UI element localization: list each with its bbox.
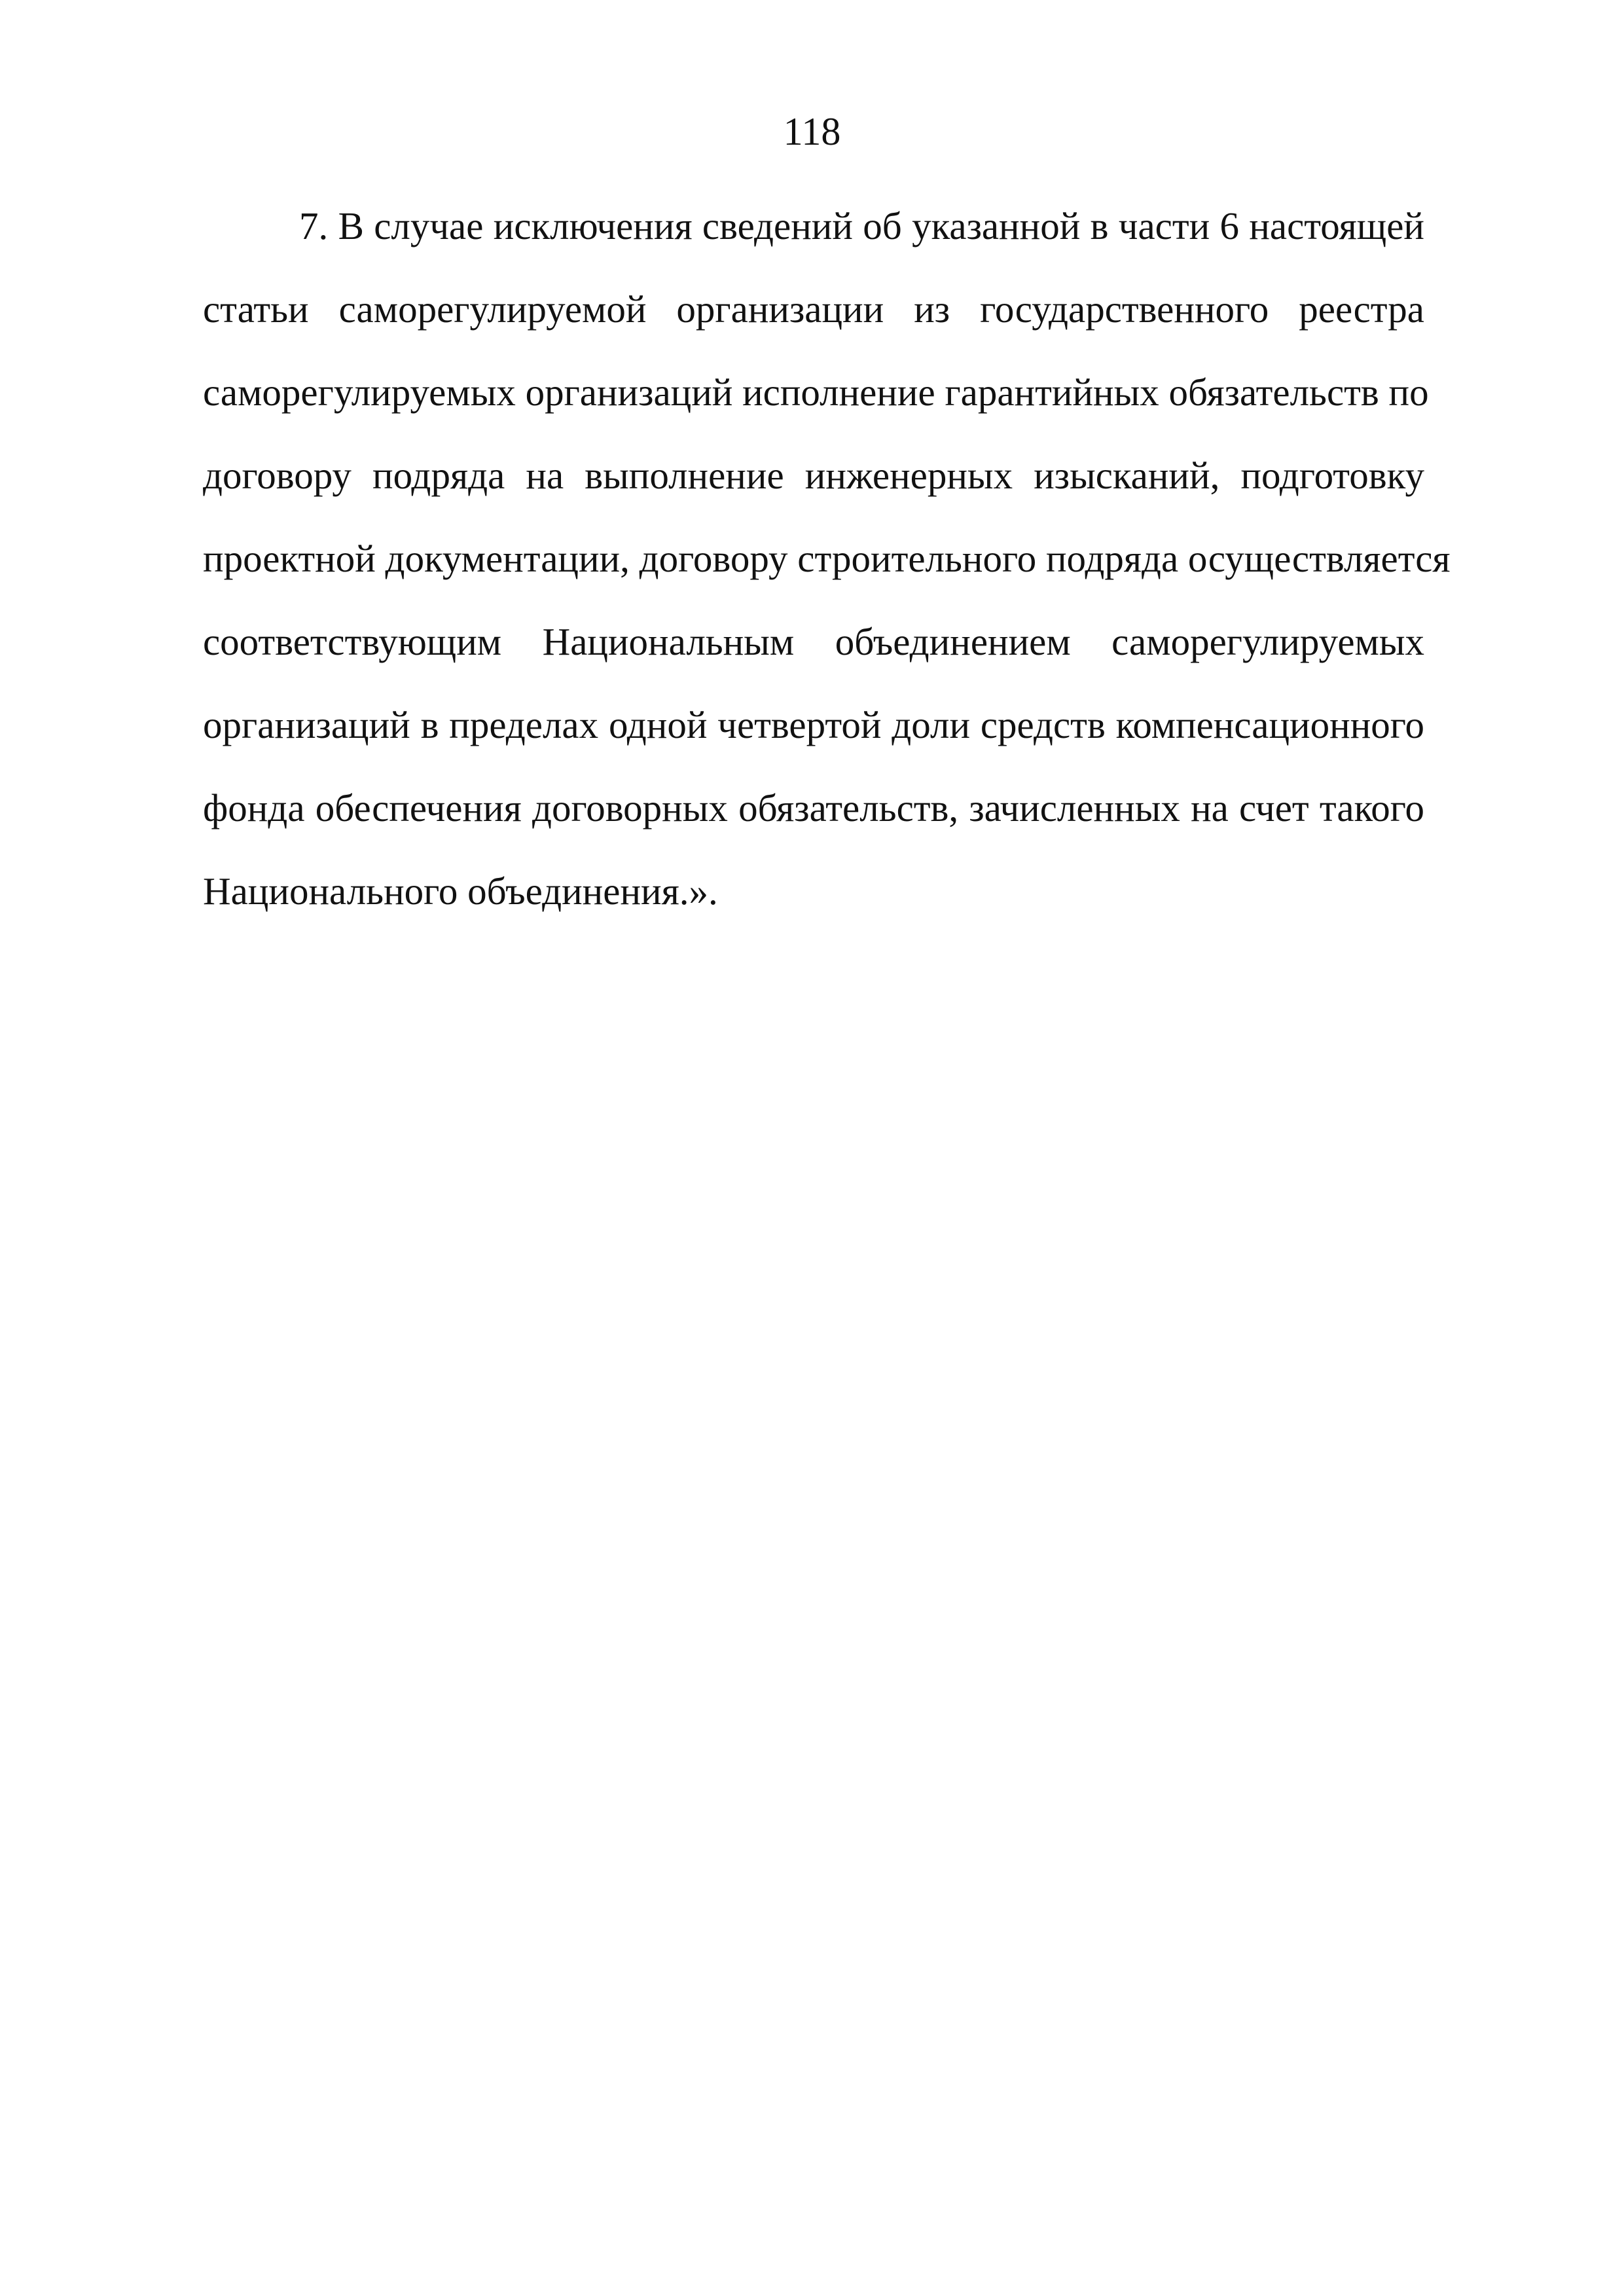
paragraph [203, 199, 1451, 947]
paragraph-line: проектной документации, договору строительного подряда осуществляется [203, 537, 1451, 580]
page-number: 118 [783, 110, 841, 153]
paragraph-line: статьи саморегулируемой организации из государственного реестра [203, 287, 1424, 331]
paragraph-line: фонда обеспечения договорных обязательств, зачисленных на счет такого [203, 786, 1424, 829]
paragraph-line: саморегулируемых организаций исполнение гарантийных обязательств по [203, 371, 1429, 414]
paragraph-line: организаций в пределах одной четвертой доли средств компенсационного [203, 703, 1424, 746]
paragraph-line: договору подряда на выполнение инженерных изысканий, подготовку [203, 454, 1424, 497]
paragraph-line: Национального объединения.». [203, 869, 718, 913]
paragraph-line: 7. В случае исключения сведений об указанной в части 6 настоящей [299, 204, 1424, 247]
paragraph-line: соответствующим Национальным объединением саморегулируемых [203, 620, 1424, 663]
